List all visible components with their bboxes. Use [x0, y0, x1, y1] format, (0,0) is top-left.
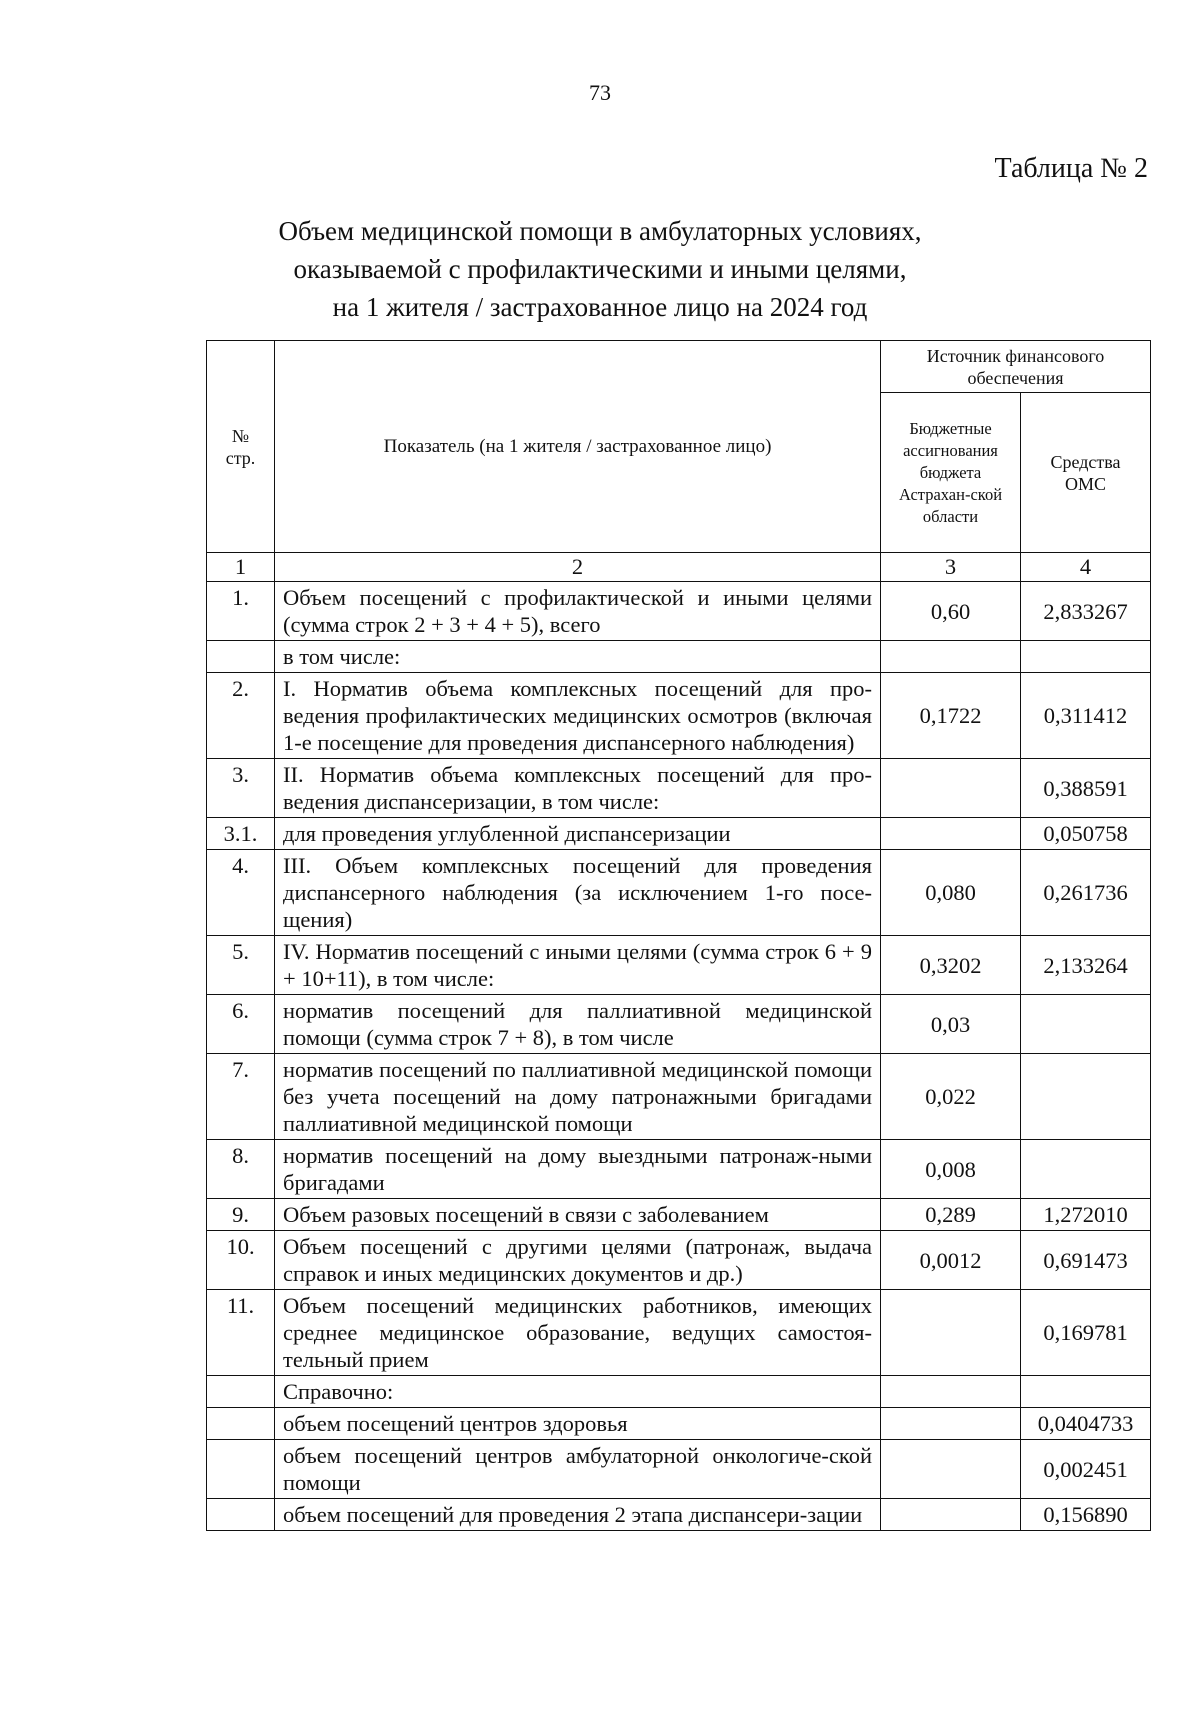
indicator-cell: IV. Норматив посещений с иными целями (сумма строк 6 + 9 + 10+11), в том числе:	[275, 936, 881, 995]
table-body	[207, 582, 1151, 1531]
indicator-cell: I. Норматив объема комплексных посещений для про-ведения профилактических медицинских осмотров (включая 1-е посещение для проведения диспансерного наблюдения)	[275, 673, 881, 759]
oms-value-cell: 2,133264	[1021, 936, 1151, 995]
row-number-cell: 3.	[207, 759, 275, 818]
row-number-cell: 10.	[207, 1231, 275, 1290]
table-row	[207, 1140, 1151, 1199]
indicator-cell: в том числе:	[275, 641, 881, 673]
table-row	[207, 759, 1151, 818]
row-number-cell	[207, 1440, 275, 1499]
document-title	[205, 212, 995, 326]
indicator-cell: объем посещений для проведения 2 этапа диспансери-зации	[275, 1499, 881, 1531]
indicator-cell: Объем посещений с профилактической и иными целями (сумма строк 2 + 3 + 4 + 5), всего	[275, 582, 881, 641]
table-row	[207, 1499, 1151, 1531]
oms-value-cell: 0,388591	[1021, 759, 1151, 818]
budget-value-cell: 0,3202	[881, 936, 1021, 995]
oms-value-cell: 0,311412	[1021, 673, 1151, 759]
oms-value-cell	[1021, 641, 1151, 673]
row-number-cell	[207, 1408, 275, 1440]
header-row-no: № стр.	[207, 341, 275, 553]
indicator-cell: Объем посещений с другими целями (патронаж, выдача справок и иных медицинских документов и др.)	[275, 1231, 881, 1290]
indicator-cell: объем посещений центров амбулаторной онкологиче-ской помощи	[275, 1440, 881, 1499]
budget-value-cell	[881, 759, 1021, 818]
title-line: Объем медицинской помощи в амбулаторных условиях,	[278, 216, 922, 246]
table-row	[207, 1408, 1151, 1440]
row-number-cell: 11.	[207, 1290, 275, 1376]
oms-value-cell: 1,272010	[1021, 1199, 1151, 1231]
indicator-cell: норматив посещений по паллиативной медицинской помощи без учета посещений на дому патронажными бригадами паллиативной медицинской помощи	[275, 1054, 881, 1140]
column-number-row	[207, 553, 1151, 582]
oms-value-cell: 0,050758	[1021, 818, 1151, 850]
row-number-cell	[207, 1499, 275, 1531]
table-row	[207, 1290, 1151, 1376]
indicator-cell: объем посещений центров здоровья	[275, 1408, 881, 1440]
oms-value-cell: 0,002451	[1021, 1440, 1151, 1499]
row-number-cell: 1.	[207, 582, 275, 641]
table-row	[207, 995, 1151, 1054]
row-number-cell: 9.	[207, 1199, 275, 1231]
budget-value-cell: 0,03	[881, 995, 1021, 1054]
row-number-cell: 2.	[207, 673, 275, 759]
budget-value-cell: 0,60	[881, 582, 1021, 641]
oms-value-cell: 0,156890	[1021, 1499, 1151, 1531]
table-row	[207, 1199, 1151, 1231]
table-row	[207, 641, 1151, 673]
indicator-cell: Объем посещений медицинских работников, имеющих среднее медицинское образование, ведущих самостоя-тельный прием	[275, 1290, 881, 1376]
table-row	[207, 850, 1151, 936]
budget-value-cell	[881, 1290, 1021, 1376]
row-number-cell: 7.	[207, 1054, 275, 1140]
row-number-cell: 6.	[207, 995, 275, 1054]
table-row	[207, 936, 1151, 995]
table-label: Таблица № 2	[994, 153, 1148, 184]
row-number-cell	[207, 641, 275, 673]
table-row	[207, 818, 1151, 850]
title-line: оказываемой с профилактическими и иными целями,	[293, 254, 907, 284]
title-line: на 1 жителя / застрахованное лицо на 2024 год	[332, 292, 868, 322]
budget-value-cell	[881, 641, 1021, 673]
budget-value-cell	[881, 1376, 1021, 1408]
table-row	[207, 582, 1151, 641]
budget-value-cell: 0,289	[881, 1199, 1021, 1231]
row-number-cell	[207, 1376, 275, 1408]
budget-value-cell: 0,080	[881, 850, 1021, 936]
oms-value-cell	[1021, 995, 1151, 1054]
indicator-cell: для проведения углубленной диспансеризации	[275, 818, 881, 850]
header-funding-source: Источник финансового обеспечения	[881, 341, 1151, 393]
budget-value-cell: 0,022	[881, 1054, 1021, 1140]
budget-value-cell: 0,0012	[881, 1231, 1021, 1290]
oms-value-cell: 0,0404733	[1021, 1408, 1151, 1440]
column-number: 2	[275, 553, 881, 582]
column-number: 3	[881, 553, 1021, 582]
table-row	[207, 1440, 1151, 1499]
indicator-cell: III. Объем комплексных посещений для проведения диспансерного наблюдения (за исключением 1-го посе-щения)	[275, 850, 881, 936]
header-oms: Средства ОМС	[1021, 393, 1151, 553]
table-row	[207, 673, 1151, 759]
row-number-cell: 3.1.	[207, 818, 275, 850]
budget-value-cell	[881, 1499, 1021, 1531]
indicator-cell: норматив посещений на дому выездными патронаж-ными бригадами	[275, 1140, 881, 1199]
oms-value-cell	[1021, 1376, 1151, 1408]
volume-table	[206, 340, 1151, 1531]
budget-value-cell	[881, 1408, 1021, 1440]
budget-value-cell: 0,008	[881, 1140, 1021, 1199]
indicator-cell: Справочно:	[275, 1376, 881, 1408]
page-number: 73	[589, 80, 611, 105]
indicator-cell: норматив посещений для паллиативной медицинской помощи (сумма строк 7 + 8), в том числе	[275, 995, 881, 1054]
header-indicator: Показатель (на 1 жителя / застрахованное лицо)	[275, 341, 881, 553]
budget-value-cell	[881, 1440, 1021, 1499]
table-row	[207, 1376, 1151, 1408]
budget-value-cell	[881, 818, 1021, 850]
table-row	[207, 1054, 1151, 1140]
column-number: 1	[207, 553, 275, 582]
oms-value-cell	[1021, 1054, 1151, 1140]
oms-value-cell: 2,833267	[1021, 582, 1151, 641]
column-number: 4	[1021, 553, 1151, 582]
table-row	[207, 1231, 1151, 1290]
header-budget: Бюджетные ассигнования бюджета Астрахан-ской области	[881, 393, 1021, 553]
budget-value-cell: 0,1722	[881, 673, 1021, 759]
indicator-cell: II. Норматив объема комплексных посещений для про-ведения диспансеризации, в том числе:	[275, 759, 881, 818]
oms-value-cell	[1021, 1140, 1151, 1199]
oms-value-cell: 0,691473	[1021, 1231, 1151, 1290]
indicator-cell: Объем разовых посещений в связи с заболеванием	[275, 1199, 881, 1231]
row-number-cell: 5.	[207, 936, 275, 995]
row-number-cell: 8.	[207, 1140, 275, 1199]
row-number-cell: 4.	[207, 850, 275, 936]
oms-value-cell: 0,261736	[1021, 850, 1151, 936]
oms-value-cell: 0,169781	[1021, 1290, 1151, 1376]
